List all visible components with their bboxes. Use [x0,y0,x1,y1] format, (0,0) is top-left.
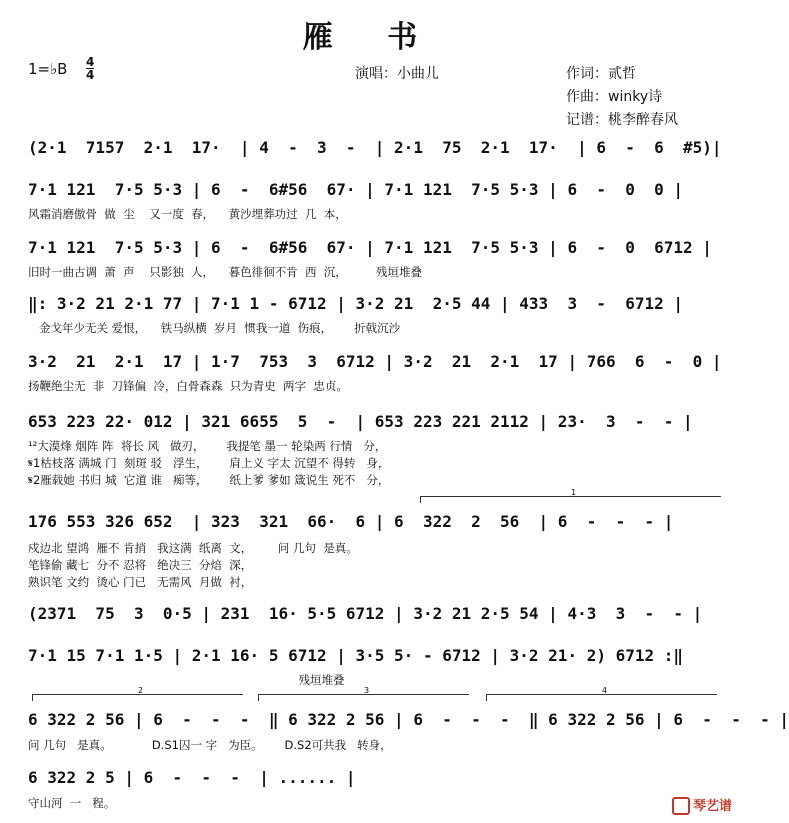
lyric-line: 笔锋偷 藏七 分不 忍将 绝决三 分焙 深， [28,558,253,572]
notation-row: (2·1 7157 2·1 17· | 4 - 3 - | 2·1 75 2·1 17· | 6 - 6 #5)| [28,138,722,157]
volta-bracket [420,488,721,503]
notation-row: ‖: 3·2 21 2·1 77 | 7·1 1 - 6712 | 3·2 21 2·5 44 | 433 3 - 6712 | [28,294,684,313]
meter-bottom: 4 [86,68,95,82]
lyric-line: 守山河 一 程。 [28,796,116,810]
key-signature: 1=♭B [28,60,68,78]
volta-number: 2 [138,686,144,695]
notation-row: 6 322 2 5 | 6 - - - | ...... | [28,768,356,787]
volta-number: 1 [571,488,577,497]
lyric-line: 问 几句 是真。 D.S1囚一 字 为臣。 D.S2可共我 转身， [28,738,392,752]
notation-row: 653 223 22· 012 | 321 6655 5 - | 653 223 221 2112 | 23· 3 - - | [28,412,693,431]
meter-top: 4 [86,55,95,69]
lyric-line: 风霜消磨傲骨 做 尘 又一度 春， 黄沙埋葬功过 几 本， [28,207,347,221]
lyric-line: 戍边北 望鸿 雁不 肯捎 我这满 纸离 文， 问 几句 是真。 [28,541,358,555]
lyric-line: ¹²大漠烽 烟阵 阵 将长 风 做刃， 我提笔 墨一 轮染两 行情 分， [28,439,387,453]
singer-credit: 演唱：小曲儿 [355,66,439,82]
composer-credit: 作曲：winky诗 [566,89,663,105]
lyric-line: 𝄋1枯枝落 满城 门 刻斑 驳 浮生， 肩上义 字太 沉望不 得转 身， [28,456,390,470]
lyric-line: 𝄋2雁载她 书归 城 它道 谁 痴等， 纸上爹 爹如 箴说生 死不 分， [28,473,390,487]
notation-row: 6 322 2 56 | 6 - - - ‖ 6 322 2 56 | 6 - - - ‖ 6 322 2 56 | 6 - - - | [28,710,789,729]
lyricist-credit: 作词：贰哲 [566,66,636,82]
notation-row: 176 553 326 652 | 323 321 66· 6 | 6 322 2 56 | 6 - - - | [28,512,674,531]
lyric-line: 扬鞭绝尘无 非 刀锋偏 冷，白骨森森 只为青史 两字 忠贞。 [28,379,348,393]
notation-row: 7·1 121 7·5 5·3 | 6 - 6#56 67· | 7·1 121 7·5 5·3 | 6 - 0 6712 | [28,238,712,257]
volta-bracket [486,686,717,701]
notation-row: 3·2 21 2·1 17 | 1·7 753 3 6712 | 3·2 21 2·1 17 | 766 6 - 0 | [28,352,722,371]
lyric-line: 熟识笔 文约 烫心 门已 无需风 月做 衬， [28,575,253,589]
transcriber-credit: 记谱：桃李醉春风 [566,112,678,128]
lyric-line: 残垣堆叠 [28,673,345,687]
watermark-text: 琴艺谱 [692,798,732,814]
volta-number: 4 [602,686,608,695]
notation-row: 7·1 15 7·1 1·5 | 2·1 16· 5 6712 | 3·5 5· - 6712 | 3·2 21· 2) 6712 :‖ [28,646,684,665]
song-title: 雁 书 [302,20,440,55]
watermark-logo [672,795,732,816]
volta-bracket [258,686,469,701]
lyric-line: 旧时一曲古调 萧 声 只影独 人， 暮色徘徊不肯 西 沉， 残垣堆叠 [28,265,423,279]
volta-number: 3 [364,686,370,695]
volta-bracket [32,686,243,701]
lyric-line: 金戈年少无关 爱恨， 铁马纵横 岁月 惯我一道 伤痕， 折戟沉沙 [28,321,401,335]
notation-row: 7·1 121 7·5 5·3 | 6 - 6#56 67· | 7·1 121 7·5 5·3 | 6 - 0 0 | [28,180,684,199]
piano-logo-icon [672,797,690,815]
time-signature [86,56,94,81]
notation-row: (2371 75 3 0·5 | 231 16· 5·5 6712 | 3·2 21 2·5 54 | 4·3 3 - - | [28,604,703,623]
